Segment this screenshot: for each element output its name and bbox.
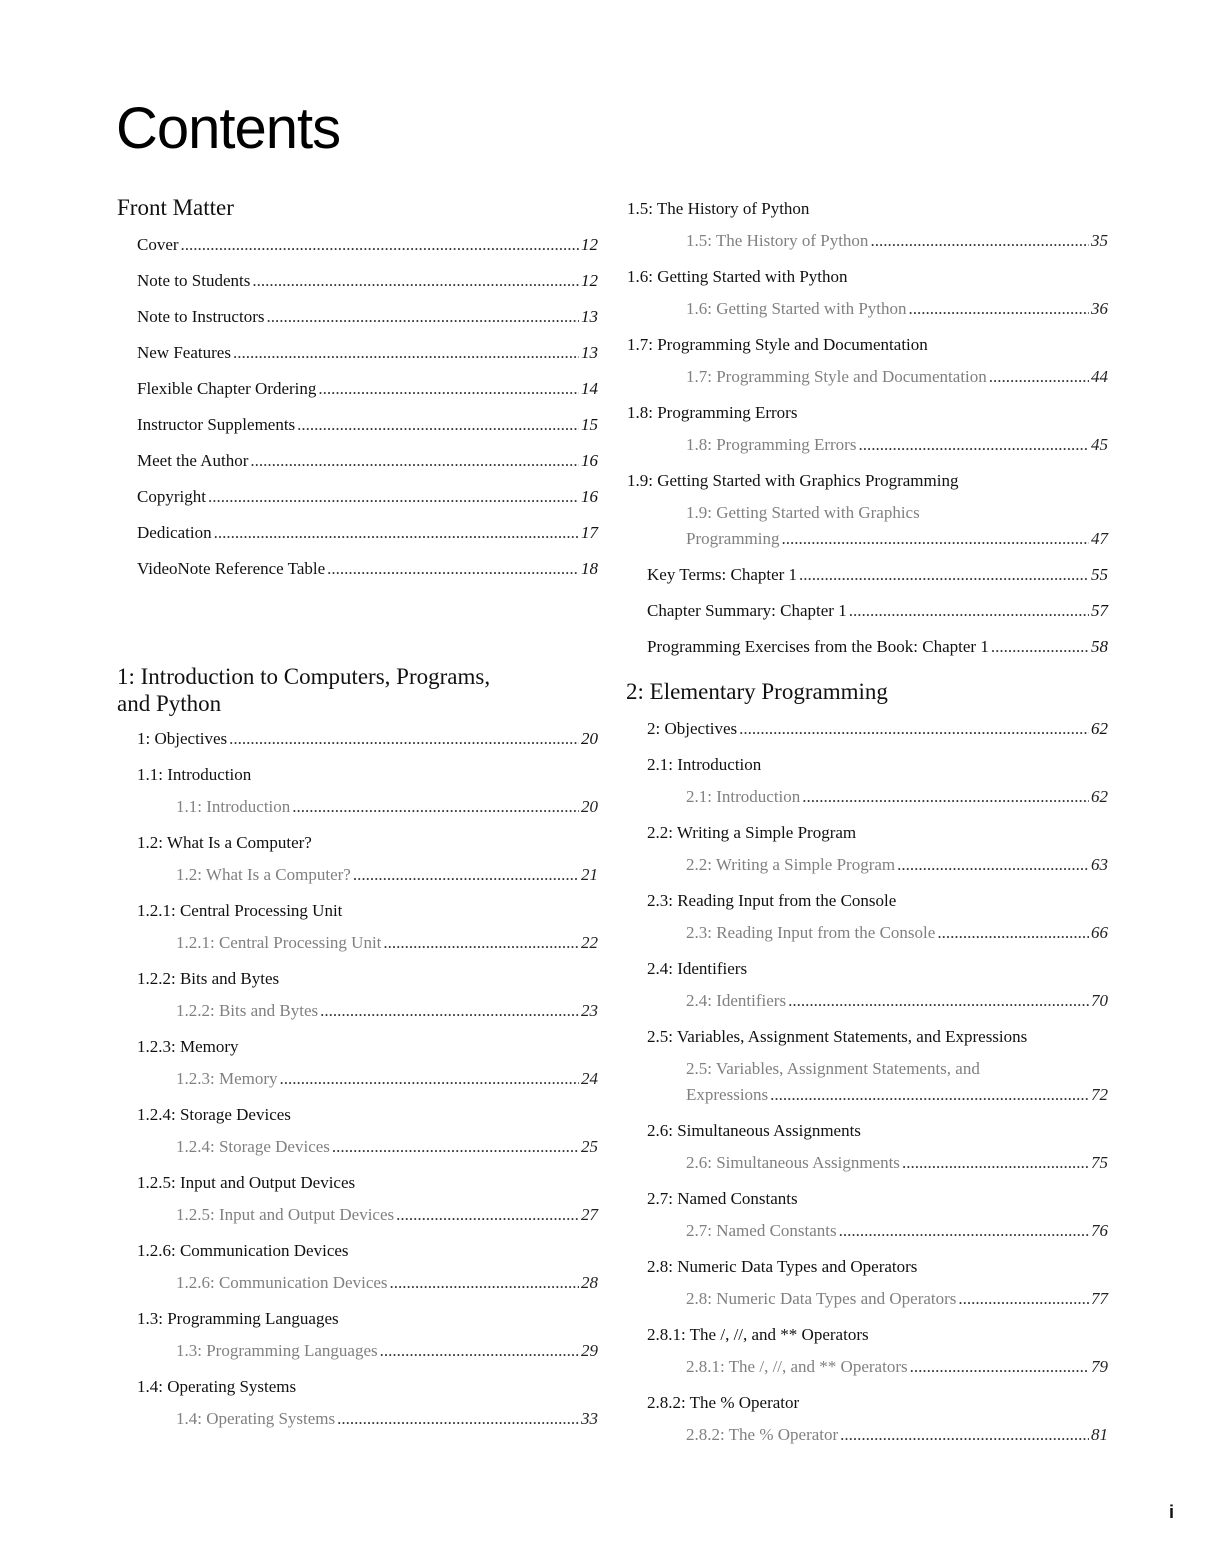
entry-label: 1.8: Programming Errors <box>686 435 857 454</box>
entry-label: New Features <box>137 343 231 362</box>
page-title: Contents <box>116 96 341 161</box>
page-ref: 17 <box>581 523 598 542</box>
page-ref: 72 <box>1091 1085 1108 1104</box>
page-ref: 75 <box>1091 1153 1108 1172</box>
chapter-1-title-line2: and Python <box>117 691 222 716</box>
entry-label: 2.6: Simultaneous Assignments <box>686 1153 900 1172</box>
dot-leader <box>858 432 1089 458</box>
toc-group-heading[interactable]: 1.5: The History of Python <box>627 199 810 218</box>
dot-leader <box>332 1134 579 1160</box>
entry-label: 1.4: Operating Systems <box>176 1409 336 1428</box>
entry-label: Dedication <box>137 523 212 542</box>
dot-leader <box>840 1422 1089 1448</box>
chapter-1-title <box>117 663 598 717</box>
dot-leader <box>380 1338 579 1364</box>
entry-label: 1.2.1: Central Processing Unit <box>176 933 382 952</box>
dot-leader <box>250 448 579 474</box>
dot-leader <box>802 784 1089 810</box>
entry-label: 1.3: Programming Languages <box>176 1341 378 1360</box>
dot-leader <box>208 484 579 510</box>
entry-label: 1.5: The History of Python <box>686 231 869 250</box>
dot-leader <box>799 562 1089 588</box>
dot-leader <box>958 1286 1089 1312</box>
toc-group-heading[interactable]: 1.8: Programming Errors <box>627 403 798 422</box>
entry-label: 2.7: Named Constants <box>686 1221 837 1240</box>
toc-group-heading[interactable]: 2.2: Writing a Simple Program <box>647 823 857 842</box>
toc-group-heading[interactable]: 2.7: Named Constants <box>647 1189 798 1208</box>
page-ref: 33 <box>581 1409 598 1428</box>
toc-subentry[interactable] <box>627 500 1108 552</box>
page-ref: 15 <box>581 415 598 434</box>
page-ref: 22 <box>581 933 598 952</box>
entry-label: 1.2.4: Storage Devices <box>176 1137 330 1156</box>
toc-entry[interactable] <box>627 562 1108 588</box>
entry-label: 2.3: Reading Input from the Console <box>686 923 936 942</box>
toc-entry[interactable] <box>117 484 598 510</box>
dot-leader <box>353 862 579 888</box>
entry-label-line2: Expressions <box>686 1085 769 1104</box>
toc-entry[interactable] <box>117 556 598 582</box>
entry-label: Meet the Author <box>137 451 249 470</box>
page-ref: 16 <box>581 451 598 470</box>
dot-leader <box>383 930 579 956</box>
page-ref: 12 <box>581 271 598 290</box>
chapter-2-title: 2: Elementary Programming <box>626 679 888 704</box>
entry-label: 1.7: Programming Style and Documentation <box>686 367 987 386</box>
toc-subentry[interactable] <box>627 1422 1108 1448</box>
section-title: Front Matter <box>117 195 234 220</box>
toc-group-heading[interactable]: 1.2.5: Input and Output Devices <box>137 1173 356 1192</box>
toc-subentry[interactable] <box>627 228 1108 254</box>
dot-leader <box>839 1218 1089 1244</box>
toc-group-heading[interactable]: 1.6: Getting Started with Python <box>627 267 848 286</box>
toc-subentry[interactable] <box>117 794 598 820</box>
dot-leader <box>214 520 579 546</box>
entry-label: 1.2: What Is a Computer? <box>176 865 351 884</box>
entry-label: 1.2.6: Communication Devices <box>176 1273 388 1292</box>
toc-group-heading[interactable]: 2.3: Reading Input from the Console <box>647 891 897 910</box>
page-ref: 35 <box>1091 231 1108 250</box>
toc-entry[interactable] <box>117 412 598 438</box>
dot-leader <box>897 852 1089 878</box>
page-ref: 24 <box>581 1069 598 1088</box>
dot-leader <box>297 412 579 438</box>
page-ref: 66 <box>1091 923 1108 942</box>
page-ref: 21 <box>581 865 598 884</box>
toc-entry[interactable] <box>117 448 598 474</box>
toc-entry[interactable] <box>117 520 598 546</box>
toc-entry[interactable] <box>117 726 598 752</box>
page-ref: 20 <box>581 797 598 816</box>
toc-subentry[interactable] <box>117 930 598 956</box>
section-front-matter <box>117 194 598 221</box>
page-ref: 14 <box>581 379 598 398</box>
toc-subentry[interactable] <box>627 784 1108 810</box>
toc-group-heading[interactable]: 2.6: Simultaneous Assignments <box>647 1121 861 1140</box>
page-ref: 13 <box>581 343 598 362</box>
dot-leader <box>782 526 1090 552</box>
page-ref: 27 <box>581 1205 598 1224</box>
toc-group-heading[interactable]: 1.7: Programming Style and Documentation <box>627 335 928 354</box>
dot-leader <box>870 228 1089 254</box>
entry-label: 2.8.1: The /, //, and ** Operators <box>686 1357 908 1376</box>
page-ref: 77 <box>1091 1289 1108 1308</box>
toc-entry[interactable] <box>117 304 598 330</box>
toc-group-heading[interactable]: 2.8.2: The % Operator <box>647 1393 800 1412</box>
toc-subentry[interactable] <box>627 432 1108 458</box>
page-ref: 81 <box>1091 1425 1108 1444</box>
page-ref: 79 <box>1091 1357 1108 1376</box>
toc-subentry[interactable] <box>117 998 598 1024</box>
toc-entry[interactable] <box>627 634 1108 660</box>
toc-group-heading[interactable]: 2.5: Variables, Assignment Statements, and Expressions <box>647 1027 1028 1046</box>
toc-subentry[interactable] <box>117 1202 598 1228</box>
dot-leader <box>318 376 579 402</box>
toc-subentry[interactable] <box>117 1406 598 1432</box>
entry-label: 1.2.3: Memory <box>176 1069 278 1088</box>
dot-leader <box>991 634 1089 660</box>
page-ref: 62 <box>1091 787 1108 806</box>
entry-label-line1: 1.9: Getting Started with Graphics <box>686 503 920 522</box>
dot-leader <box>390 1270 579 1296</box>
entry-label-line2: Programming <box>686 529 780 548</box>
toc-subentry[interactable] <box>627 1218 1108 1244</box>
entry-label: Copyright <box>137 487 206 506</box>
entry-label: Key Terms: Chapter 1 <box>647 565 798 584</box>
toc-subentry[interactable] <box>627 1056 1108 1108</box>
entry-label: 2: Objectives <box>647 719 738 738</box>
page-ref: 63 <box>1091 855 1108 874</box>
dot-leader <box>327 556 579 582</box>
toc-entry[interactable] <box>117 232 598 258</box>
page-ref: 45 <box>1091 435 1108 454</box>
dot-leader <box>902 1150 1089 1176</box>
dot-leader <box>337 1406 579 1432</box>
entry-label: 1.2.2: Bits and Bytes <box>176 1001 319 1020</box>
toc-group-heading[interactable]: 1.2.4: Storage Devices <box>137 1105 291 1124</box>
toc-group-heading[interactable]: 1.2.6: Communication Devices <box>137 1241 349 1260</box>
toc-subentry[interactable] <box>117 1270 598 1296</box>
page-number: i <box>1168 1502 1174 1522</box>
toc-group-heading[interactable]: 1.2.1: Central Processing Unit <box>137 901 343 920</box>
toc-subentry[interactable] <box>627 296 1108 322</box>
dot-leader <box>910 1354 1089 1380</box>
dot-leader <box>233 340 579 366</box>
toc-group-heading[interactable]: 1.3: Programming Languages <box>137 1309 339 1328</box>
toc-subentry[interactable] <box>627 988 1108 1014</box>
page-ref: 44 <box>1091 367 1108 386</box>
dot-leader <box>909 296 1089 322</box>
dot-leader <box>770 1082 1089 1108</box>
page-ref: 29 <box>581 1341 598 1360</box>
entry-label: 2.1: Introduction <box>686 787 801 806</box>
dot-leader <box>181 232 579 258</box>
toc-subentry[interactable] <box>117 1134 598 1160</box>
page-ref: 12 <box>581 235 598 254</box>
dot-leader <box>788 988 1089 1014</box>
entry-label: Programming Exercises from the Book: Chapter 1 <box>647 637 989 656</box>
entry-label: 1.2.5: Input and Output Devices <box>176 1205 395 1224</box>
toc-entry[interactable] <box>627 716 1108 742</box>
toc-entry[interactable] <box>117 268 598 294</box>
toc-group-heading[interactable]: 1.1: Introduction <box>137 765 252 784</box>
dot-leader <box>252 268 579 294</box>
toc-group-heading[interactable]: 1.9: Getting Started with Graphics Programming <box>627 471 959 490</box>
page-ref: 70 <box>1091 991 1108 1010</box>
toc-subentry[interactable] <box>117 862 598 888</box>
entry-label: Note to Students <box>137 271 251 290</box>
page-ref: 28 <box>581 1273 598 1292</box>
page-ref: 18 <box>581 559 598 578</box>
toc-group-heading[interactable]: 1.2: What Is a Computer? <box>137 833 312 852</box>
dot-leader <box>320 998 579 1024</box>
entry-label-line1: 2.5: Variables, Assignment Statements, and <box>686 1059 980 1078</box>
toc-entry[interactable] <box>117 376 598 402</box>
entry-label: Chapter Summary: Chapter 1 <box>647 601 847 620</box>
page-ref: 58 <box>1091 637 1108 656</box>
toc-group-heading[interactable]: 2.4: Identifiers <box>647 959 748 978</box>
dot-leader <box>739 716 1089 742</box>
entry-label: 2.2: Writing a Simple Program <box>686 855 896 874</box>
toc-subentry[interactable] <box>627 1286 1108 1312</box>
dot-leader <box>937 920 1089 946</box>
toc-entry[interactable] <box>117 340 598 366</box>
page-ref: 57 <box>1091 601 1108 620</box>
page-ref: 55 <box>1091 565 1108 584</box>
page-ref: 25 <box>581 1137 598 1156</box>
page-ref: 76 <box>1091 1221 1108 1240</box>
toc-group-heading[interactable]: 2.1: Introduction <box>647 755 762 774</box>
entry-label: Instructor Supplements <box>137 415 296 434</box>
entry-label: Flexible Chapter Ordering <box>137 379 317 398</box>
dot-leader <box>292 794 579 820</box>
page-ref: 20 <box>581 729 598 748</box>
entry-label: Note to Instructors <box>137 307 265 326</box>
toc-subentry[interactable] <box>627 1354 1108 1380</box>
section-chapter-2 <box>627 678 1108 705</box>
entry-label: 1.1: Introduction <box>176 797 291 816</box>
dot-leader <box>229 726 579 752</box>
page-ref: 16 <box>581 487 598 506</box>
page-ref: 36 <box>1091 299 1108 318</box>
toc-subentry[interactable] <box>117 1338 598 1364</box>
entry-label: 1.6: Getting Started with Python <box>686 299 907 318</box>
toc-group-heading[interactable]: 1.2.3: Memory <box>137 1037 239 1056</box>
entry-label: 1: Objectives <box>137 729 228 748</box>
page-ref: 47 <box>1091 529 1108 548</box>
dot-leader <box>396 1202 579 1228</box>
toc-subentry[interactable] <box>117 1066 598 1092</box>
toc-subentry[interactable] <box>627 920 1108 946</box>
chapter-1-title-line1: 1: Introduction to Computers, Programs, <box>117 664 491 689</box>
toc-group-heading[interactable]: 2.8: Numeric Data Types and Operators <box>647 1257 918 1276</box>
page-ref: 13 <box>581 307 598 326</box>
entry-label: 2.4: Identifiers <box>686 991 787 1010</box>
page-ref: 23 <box>581 1001 598 1020</box>
section-chapter-1 <box>117 663 598 717</box>
dot-leader <box>989 364 1089 390</box>
toc-subentry[interactable] <box>627 1150 1108 1176</box>
page-ref: 62 <box>1091 719 1108 738</box>
dot-leader <box>280 1066 579 1092</box>
entry-label: 2.8.2: The % Operator <box>686 1425 839 1444</box>
toc-group-heading[interactable]: 2.8.1: The /, //, and ** Operators <box>647 1325 869 1344</box>
toc-subentry[interactable] <box>627 364 1108 390</box>
dot-leader <box>849 598 1089 624</box>
entry-label: 2.8: Numeric Data Types and Operators <box>686 1289 957 1308</box>
toc-group-heading[interactable]: 1.2.2: Bits and Bytes <box>137 969 280 988</box>
toc-subentry[interactable] <box>627 852 1108 878</box>
toc-group-heading[interactable]: 1.4: Operating Systems <box>137 1377 297 1396</box>
dot-leader <box>266 304 579 330</box>
toc-entry[interactable] <box>627 598 1108 624</box>
entry-label: Cover <box>137 235 179 254</box>
entry-label: VideoNote Reference Table <box>137 559 326 578</box>
